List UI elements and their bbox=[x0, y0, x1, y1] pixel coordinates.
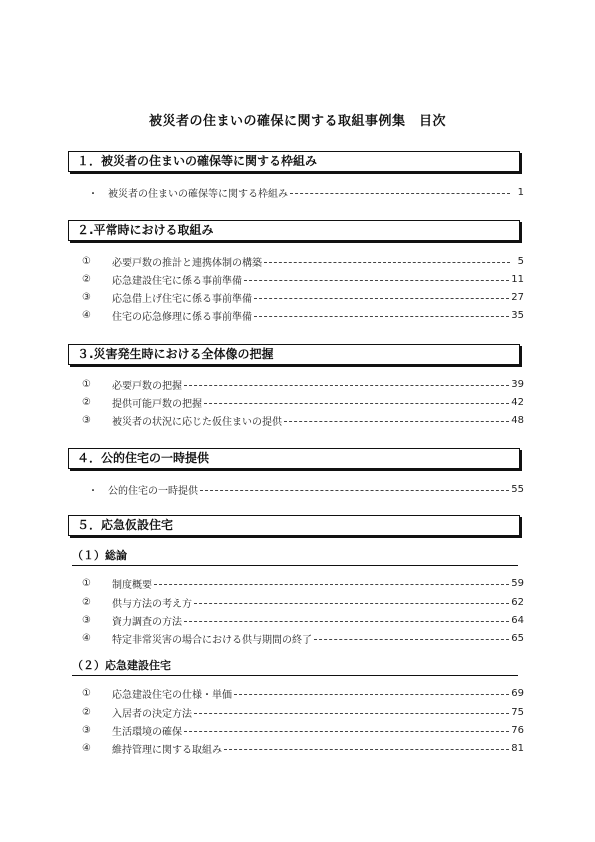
number-mark: ③ bbox=[82, 414, 91, 426]
entry-label: 資力調査の方法 bbox=[112, 616, 182, 628]
toc-entry[interactable] bbox=[72, 185, 524, 199]
page-number: 1 bbox=[517, 186, 524, 198]
page-number: 81 bbox=[511, 742, 524, 754]
page-number: 48 bbox=[511, 414, 524, 426]
toc-entry[interactable] bbox=[72, 413, 524, 427]
toc-entry[interactable] bbox=[72, 308, 524, 322]
toc-entry[interactable] bbox=[72, 595, 524, 609]
dot-leader bbox=[314, 639, 509, 640]
toc-entry[interactable] bbox=[72, 482, 524, 496]
dot-leader bbox=[254, 298, 509, 299]
toc-entry[interactable] bbox=[72, 631, 524, 645]
page-number: 76 bbox=[511, 724, 524, 736]
page-number: 39 bbox=[511, 378, 524, 390]
dot-leader bbox=[194, 713, 509, 714]
entry-label: 公的住宅の一時提供 bbox=[108, 485, 198, 497]
number-mark: ① bbox=[82, 577, 91, 589]
number-mark: ④ bbox=[82, 632, 91, 644]
entry-label: 維持管理に関する取組み bbox=[112, 744, 222, 756]
number-mark: ④ bbox=[82, 742, 91, 754]
number-mark: ② bbox=[82, 596, 91, 608]
page-number: 42 bbox=[511, 396, 524, 408]
entry-label: 被災者の住まいの確保等に関する枠組み bbox=[108, 188, 288, 200]
section-heading-4: ４．公的住宅の一時提供 bbox=[68, 448, 520, 469]
page-number: 55 bbox=[511, 483, 524, 495]
page-number: 27 bbox=[511, 291, 524, 303]
number-mark: ③ bbox=[82, 291, 91, 303]
toc-entry[interactable] bbox=[72, 377, 524, 391]
entry-label: 必要戸数の推計と連携体制の構築 bbox=[112, 257, 262, 269]
dot-leader bbox=[184, 385, 509, 386]
bullet-mark: ・ bbox=[88, 188, 98, 200]
number-mark: ② bbox=[82, 396, 91, 408]
toc-entry[interactable] bbox=[72, 395, 524, 409]
toc-entry[interactable] bbox=[72, 741, 524, 755]
dot-leader bbox=[284, 421, 509, 422]
section-heading-5: ５．応急仮設住宅 bbox=[68, 515, 520, 536]
page-number: 59 bbox=[511, 577, 524, 589]
entry-label: 住宅の応急修理に係る事前準備 bbox=[112, 311, 252, 323]
section-heading-1: １．被災者の住まいの確保等に関する枠組み bbox=[68, 151, 520, 172]
page-number: 75 bbox=[511, 706, 524, 718]
number-mark: ① bbox=[82, 378, 91, 390]
dot-leader bbox=[244, 280, 509, 281]
page-title: 被災者の住まいの確保に関する取組事例集 目次 bbox=[148, 114, 446, 129]
page-number: 69 bbox=[511, 687, 524, 699]
entry-label: 提供可能戸数の把握 bbox=[112, 398, 202, 410]
page-number: 62 bbox=[511, 596, 524, 608]
toc-entry[interactable] bbox=[72, 723, 524, 737]
number-mark: ④ bbox=[82, 309, 91, 321]
page-number: 5 bbox=[517, 255, 524, 267]
dot-leader bbox=[234, 694, 509, 695]
dot-leader bbox=[154, 584, 509, 585]
section-heading-3: ３.災害発生時における全体像の把握 bbox=[68, 344, 520, 365]
number-mark: ② bbox=[82, 273, 91, 285]
number-mark: ② bbox=[82, 706, 91, 718]
dot-leader bbox=[184, 621, 509, 622]
toc-entry[interactable] bbox=[72, 613, 524, 627]
bullet-mark: ・ bbox=[88, 485, 98, 497]
entry-label: 特定非常災害の場合における供与期間の終了 bbox=[112, 634, 312, 646]
dot-leader bbox=[254, 316, 509, 317]
page-number: 64 bbox=[511, 614, 524, 626]
dot-leader bbox=[290, 193, 510, 194]
toc-entry[interactable] bbox=[72, 576, 524, 590]
dot-leader bbox=[204, 403, 509, 404]
page-number: 11 bbox=[511, 273, 524, 285]
dot-leader bbox=[184, 731, 509, 732]
toc-entry[interactable] bbox=[72, 290, 524, 304]
section-heading-2: ２.平常時における取組み bbox=[68, 220, 520, 241]
number-mark: ③ bbox=[82, 614, 91, 626]
page-number: 35 bbox=[511, 309, 524, 321]
toc-entry[interactable] bbox=[72, 272, 524, 286]
entry-label: 制度概要 bbox=[112, 579, 152, 591]
dot-leader bbox=[200, 490, 509, 491]
entry-label: 生活環境の確保 bbox=[112, 726, 182, 738]
number-mark: ① bbox=[82, 687, 91, 699]
dot-leader bbox=[194, 603, 509, 604]
entry-label: 供与方法の考え方 bbox=[112, 598, 192, 610]
number-mark: ③ bbox=[82, 724, 91, 736]
dot-leader bbox=[224, 749, 509, 750]
entry-label: 応急建設住宅に係る事前準備 bbox=[112, 275, 242, 287]
page-number: 65 bbox=[511, 632, 524, 644]
toc-entry[interactable] bbox=[72, 686, 524, 700]
toc-entry[interactable] bbox=[72, 705, 524, 719]
entry-label: 被災者の状況に応じた仮住まいの提供 bbox=[112, 416, 282, 428]
subsection-heading-1: （１）総論 bbox=[72, 547, 518, 566]
subsection-heading-2: （２）応急建設住宅 bbox=[72, 657, 518, 676]
toc-entry[interactable] bbox=[72, 254, 524, 268]
dot-leader bbox=[264, 262, 510, 263]
entry-label: 応急借上げ住宅に係る事前準備 bbox=[112, 293, 252, 305]
entry-label: 必要戸数の把握 bbox=[112, 380, 182, 392]
entry-label: 応急建設住宅の仕様・単価 bbox=[112, 689, 232, 701]
number-mark: ① bbox=[82, 255, 91, 267]
entry-label: 入居者の決定方法 bbox=[112, 708, 192, 720]
